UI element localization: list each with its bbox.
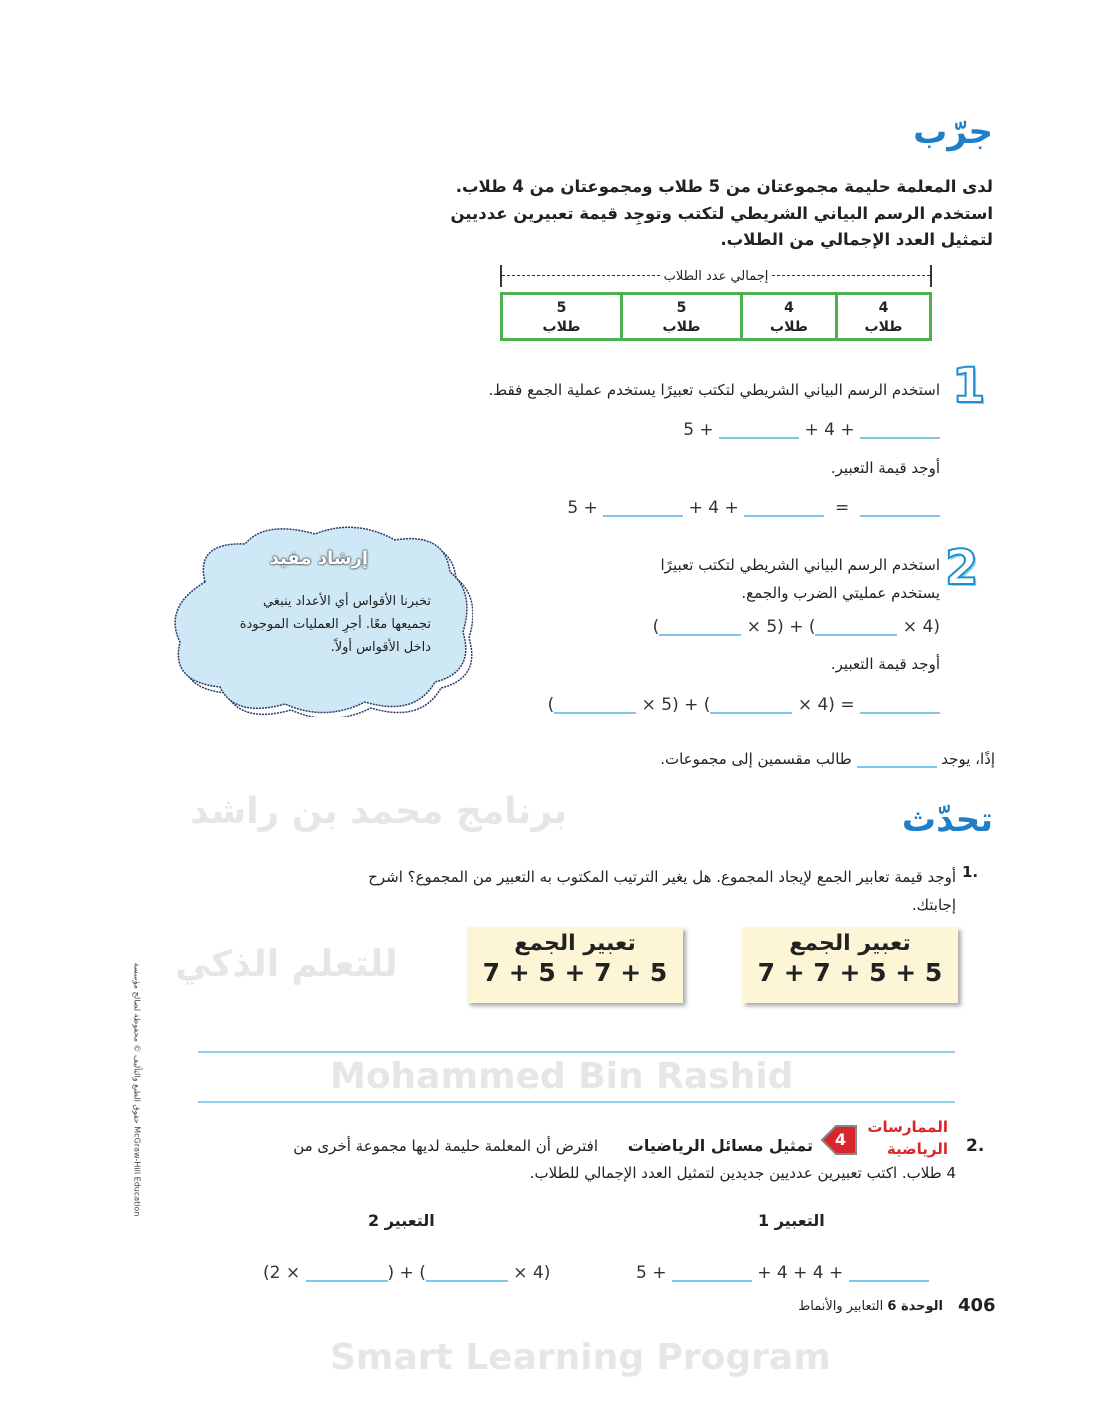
- answer-blank[interactable]: [710, 712, 792, 714]
- step-1-text: استخدم الرسم البياني الشريطي لتكتب تعبيرًا يستخدم عملية الجمع فقط.: [488, 381, 940, 399]
- total-bracket: [500, 265, 932, 287]
- answer-blank[interactable]: [659, 634, 741, 636]
- watermark-english-1: Mohammed Bin Rashid: [330, 1056, 794, 1097]
- bar-cell: 5 طلاب: [503, 295, 623, 338]
- answer-line[interactable]: [198, 1101, 955, 1103]
- answer-blank[interactable]: [860, 515, 940, 517]
- try-it-intro: [450, 174, 993, 254]
- bar-cell: 4 طلاب: [864, 300, 903, 335]
- answer-blank[interactable]: [672, 1280, 752, 1282]
- practice-badge-icon: 4: [820, 1124, 858, 1156]
- answer-blank[interactable]: [719, 437, 799, 439]
- intro-line: لتمثيل العدد الإجمالي من الطلاب.: [720, 230, 993, 249]
- tip-text: تخبرنا الأقواس أي الأعداد ينبغي تجميعها معًا. أجرِ العمليات الموجودة داخل الأقواس أولاً.: [239, 594, 431, 655]
- bar-cell: 5 طلاب: [623, 295, 743, 338]
- watermark-arabic-1: برنامج محمد بن راشد: [190, 791, 568, 832]
- page-number: 406: [958, 1295, 996, 1316]
- unit-footer: الوحدة 6 التعابير والأنماط: [798, 1299, 943, 1314]
- answer-blank[interactable]: [306, 1280, 388, 1282]
- intro-line: لدى المعلمة حليمة مجموعتان من 5 طلاب ومجموعتان من 4 طلاب.: [455, 177, 993, 196]
- q2-number: 2.: [966, 1136, 985, 1156]
- step-1-find: أوجد قيمة التعبير.: [830, 459, 940, 477]
- watermark-english-2: Smart Learning Program: [330, 1337, 831, 1378]
- q2-bold: تمثيل مسائل الرياضيات: [627, 1136, 813, 1155]
- step-1-expression: 5 + + 4 +: [683, 420, 940, 440]
- answer-blank[interactable]: [857, 766, 937, 768]
- answer-line[interactable]: [198, 1051, 955, 1053]
- try-it-title: جرّب: [913, 112, 993, 152]
- q2-text-1: افترض أن المعلمة حليمة لديها مجموعة أخرى من: [293, 1137, 598, 1155]
- addition-card-2: تعبير الجمع 7 + 5 + 7 + 5: [467, 927, 683, 1003]
- step-2-value-expression: ( × 5) + ( × 4) =: [548, 695, 940, 715]
- answer-blank[interactable]: [426, 1280, 508, 1282]
- copyright: حقوق الطبع والتأليف © محفوظة لصالح مؤسسة McGraw-Hill Education: [132, 962, 142, 1217]
- step-1-number-icon: 1: [952, 358, 986, 414]
- answer-blank[interactable]: [860, 712, 940, 714]
- expression-1: 5 + + 4 + 4 +: [636, 1263, 929, 1283]
- watermark-arabic-2: للتعلم الذكي: [175, 944, 398, 985]
- q1-number: 1.: [962, 863, 979, 881]
- step-2-expression: ( × 5) + ( × 4): [652, 617, 940, 637]
- bar-model: [500, 292, 932, 341]
- answer-blank[interactable]: [603, 515, 683, 517]
- step-2-text: استخدم الرسم البياني الشريطي لتكتب تعبيرًا يستخدم عمليتي الضرب والجمع.: [660, 556, 940, 602]
- expression-2: (2 × ) + ( × 4): [263, 1263, 551, 1283]
- expression-1-label: التعبير 1: [758, 1211, 825, 1230]
- answer-blank[interactable]: [860, 437, 940, 439]
- answer-blank[interactable]: [744, 515, 824, 517]
- expression-2-label: التعبير 2: [368, 1211, 435, 1230]
- intro-line: استخدم الرسم البياني الشريطي لتكتب وتوجِد قيمة تعبيرين عدديين: [450, 203, 993, 223]
- practice-label: الممارسات الرياضية: [867, 1118, 948, 1158]
- q2-text-2: 4 طلاب. اكتب تعبيرين عدديين جديدين لتمثيل العدد الإجمالي للطلاب.: [529, 1164, 956, 1182]
- bracket-label: إجمالي عدد الطلاب: [660, 269, 773, 284]
- addition-card-1: تعبير الجمع 7 + 7 + 5 + 5: [742, 927, 958, 1003]
- answer-blank[interactable]: [554, 712, 636, 714]
- tip-cloud: [165, 522, 473, 717]
- answer-blank[interactable]: [815, 634, 897, 636]
- answer-blank[interactable]: [849, 1280, 929, 1282]
- conclusion: إذًا، يوجد طالب مقسمين إلى مجموعات.: [660, 750, 995, 768]
- q1-text: أوجد قيمة تعابير الجمع لإيجاد المجموع. هل يغير الترتيب المكتوب به التعبير من المجموع؟ اشرح إجابتك.: [368, 868, 956, 914]
- talk-title: تحدّث: [901, 800, 993, 840]
- step-2-find: أوجد قيمة التعبير.: [830, 655, 940, 673]
- step-1-value-expression: 5 + + 4 + =: [567, 498, 940, 518]
- bar-cell: 4 طلاب: [743, 295, 838, 338]
- tip-title: إرشاد مفيد: [269, 548, 368, 569]
- step-2-number-icon: 2: [945, 540, 979, 596]
